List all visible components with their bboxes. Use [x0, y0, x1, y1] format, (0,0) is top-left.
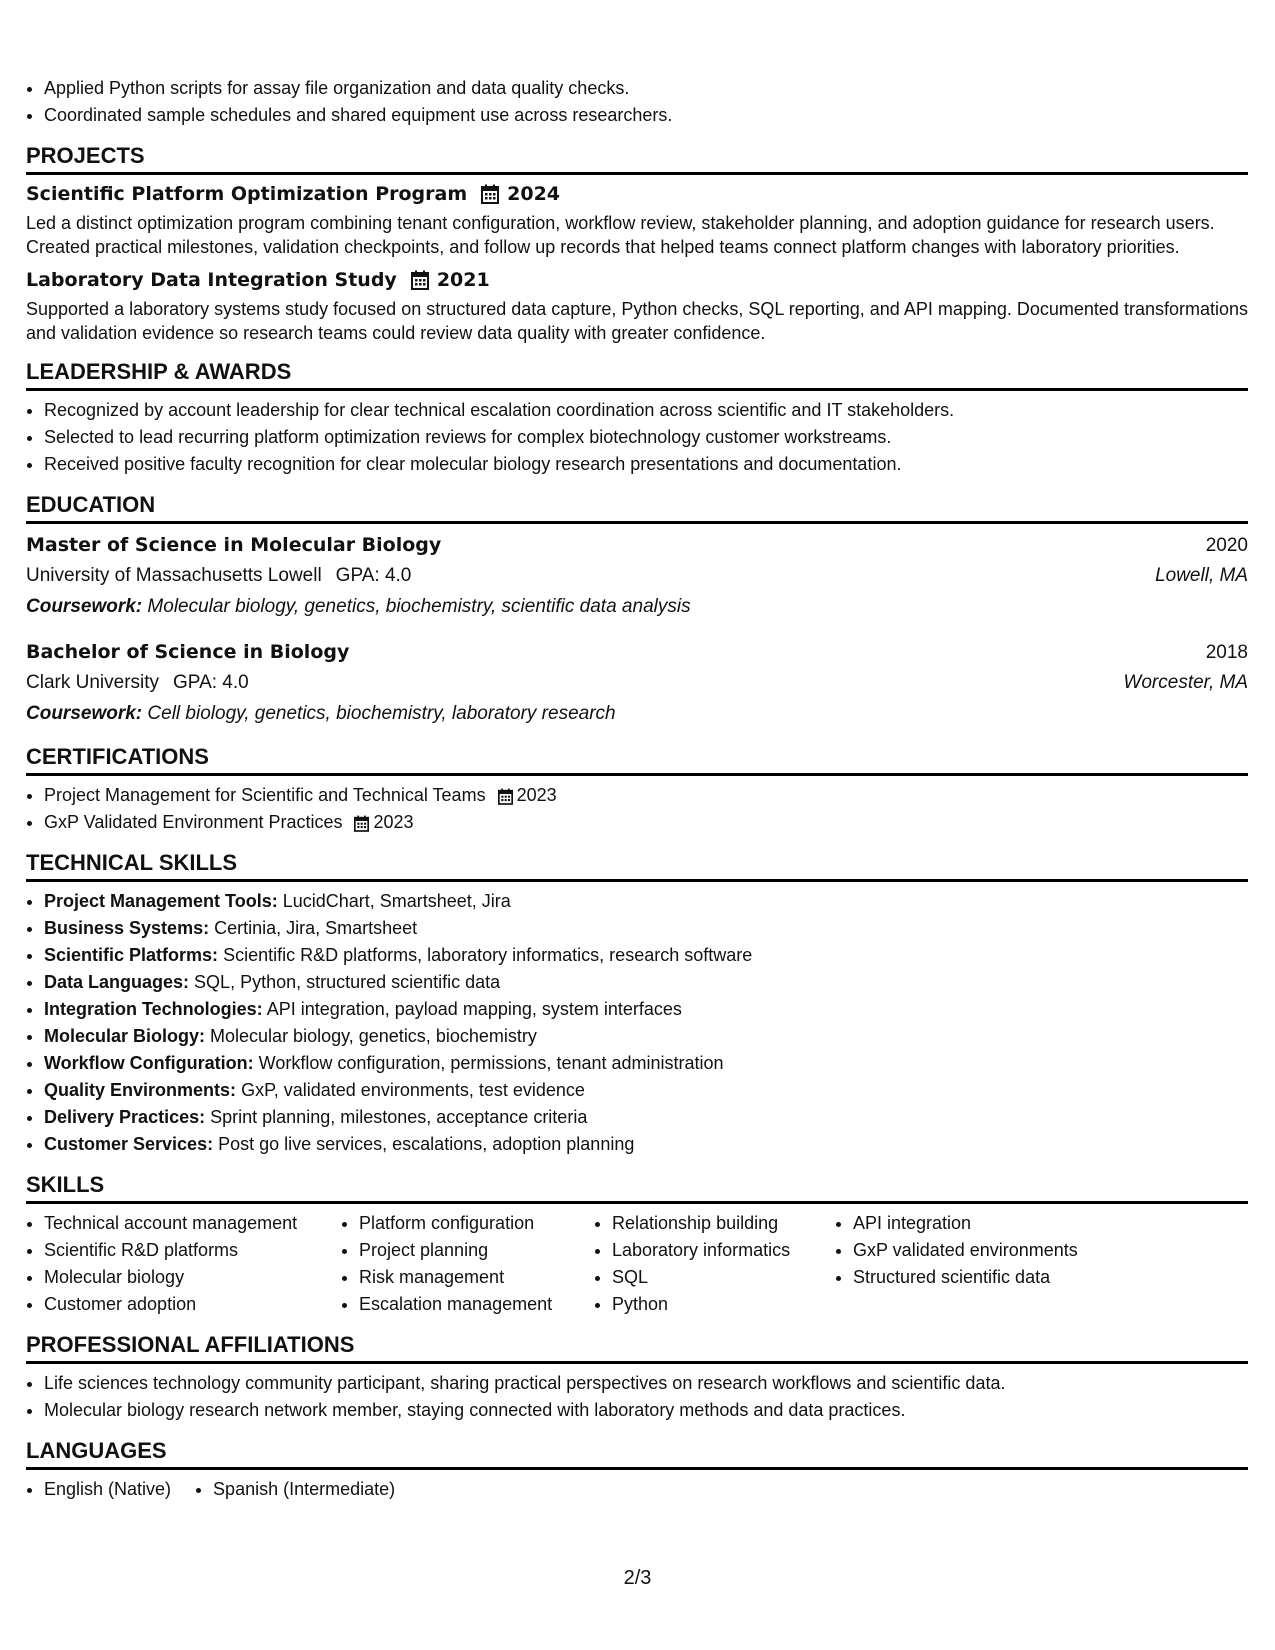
list-item: • Escalation management — [359, 1291, 594, 1318]
calendar-icon — [411, 270, 429, 290]
skills-column — [341, 1210, 594, 1318]
list-item: • Received positive faculty recognition for clear molecular biology research presentations and documentation. — [44, 451, 1248, 478]
coursework-text: Cell biology, genetics, biochemistry, laboratory research — [147, 703, 616, 724]
school-location: Worcester, MA — [1123, 672, 1248, 693]
list-item: • API integration — [853, 1210, 1153, 1237]
coursework-label: Coursework: — [26, 703, 143, 724]
skill-category: Quality Environments: — [44, 1080, 237, 1100]
list-item: • Spanish (Intermediate) — [213, 1476, 395, 1503]
skill-values: Certinia, Jira, Smartsheet — [214, 918, 418, 938]
certification-name: GxP Validated Environment Practices — [44, 812, 343, 832]
list-item: • Coordinated sample schedules and shared equipment use across researchers. — [44, 102, 1248, 129]
school-name: University of Massachusetts Lowell — [26, 565, 322, 586]
skill-values: API integration, payload mapping, system interfaces — [266, 999, 682, 1019]
skill-values: Molecular biology, genetics, biochemistry — [210, 1026, 537, 1046]
section-heading-certifications: CERTIFICATIONS — [26, 743, 1248, 776]
gpa: GPA: 4.0 — [173, 672, 249, 693]
list-item: • GxP validated environments — [853, 1237, 1153, 1264]
calendar-icon — [498, 788, 513, 805]
list-item — [44, 782, 1248, 809]
skill-values: GxP, validated environments, test evidence — [241, 1080, 585, 1100]
skill-category: Workflow Configuration: — [44, 1053, 254, 1073]
calendar-icon — [481, 184, 499, 204]
skill-values: Scientific R&D platforms, laboratory informatics, research software — [223, 945, 753, 965]
section-heading-languages: LANGUAGES — [26, 1437, 1248, 1470]
list-item: • Life sciences technology community participant, sharing practical perspectives on research workflows and scientific data. — [44, 1370, 1248, 1397]
calendar-icon — [354, 815, 369, 832]
list-item — [44, 1077, 1248, 1104]
coursework-label: Coursework: — [26, 596, 143, 617]
section-heading-education: EDUCATION — [26, 491, 1248, 524]
project-description: Supported a laboratory systems study focused on structured data capture, Python checks, SQL reporting, and API mapping. Documented transformations and validation evidence so research teams could review data quality with greater confidence. — [26, 299, 1248, 343]
certification-year: 2023 — [373, 812, 414, 832]
list-item: • Scientific R&D platforms — [44, 1237, 341, 1264]
project-entry — [26, 181, 1248, 259]
list-item — [44, 888, 1248, 915]
skill-values: Workflow configuration, permissions, tenant administration — [258, 1053, 724, 1073]
skill-values: SQL, Python, structured scientific data — [194, 972, 501, 992]
section-heading-skills: SKILLS — [26, 1171, 1248, 1204]
list-item: • Applied Python scripts for assay file organization and data quality checks. — [44, 75, 1248, 102]
section-heading-leadership: LEADERSHIP & AWARDS — [26, 358, 1248, 391]
education-entry — [26, 637, 1248, 730]
project-year: 2024 — [507, 183, 561, 205]
list-item — [44, 1050, 1248, 1077]
list-item: • Project planning — [359, 1237, 594, 1264]
skill-values: Post go live services, escalations, adoption planning — [218, 1134, 635, 1154]
languages-list — [26, 1476, 1248, 1503]
page-number: 2/3 — [623, 1567, 652, 1589]
degree-name: Master of Science in Molecular Biology — [26, 534, 442, 556]
coursework-text: Molecular biology, genetics, biochemistry, scientific data analysis — [147, 596, 691, 617]
skill-category: Business Systems: — [44, 918, 210, 938]
project-title: Scientific Platform Optimization Program — [26, 183, 468, 205]
certification-year: 2023 — [516, 785, 557, 805]
list-item: • Structured scientific data — [853, 1264, 1153, 1291]
skill-category: Integration Technologies: — [44, 999, 263, 1019]
list-item: • Customer adoption — [44, 1291, 341, 1318]
resume-page — [26, 75, 1248, 1503]
list-item: • English (Native) — [44, 1476, 171, 1503]
skills-columns — [26, 1210, 1248, 1318]
skill-category: Customer Services: — [44, 1134, 214, 1154]
project-description: Led a distinct optimization program combining tenant configuration, workflow review, stakeholder planning, and adoption guidance for research users. Created practical milestones, validation checkpoints, and follow up records that helped teams connect platform changes with laboratory priorities. — [26, 213, 1215, 257]
certification-name: Project Management for Scientific and Technical Teams — [44, 785, 486, 805]
section-heading-projects: PROJECTS — [26, 142, 1248, 175]
graduation-year: 2020 — [1205, 535, 1248, 556]
skills-column — [594, 1210, 835, 1318]
list-item — [44, 969, 1248, 996]
skill-category: Project Management Tools: — [44, 891, 278, 911]
skill-category: Data Languages: — [44, 972, 190, 992]
list-item: • Platform configuration — [359, 1210, 594, 1237]
project-entry — [26, 267, 1248, 345]
list-item: • Selected to lead recurring platform optimization reviews for complex biotechnology customer workstreams. — [44, 424, 1248, 451]
skill-category: Molecular Biology: — [44, 1026, 206, 1046]
certifications-list — [26, 782, 1248, 836]
degree-name: Bachelor of Science in Biology — [26, 641, 350, 663]
section-heading-technical-skills: TECHNICAL SKILLS — [26, 849, 1248, 882]
skill-category: Delivery Practices: — [44, 1107, 206, 1127]
experience-bullets — [26, 75, 1248, 129]
leadership-list — [26, 397, 1248, 478]
skill-values: LucidChart, Smartsheet, Jira — [282, 891, 511, 911]
skills-column — [835, 1210, 1153, 1318]
list-item — [44, 942, 1248, 969]
affiliations-list — [26, 1370, 1248, 1424]
graduation-year: 2018 — [1205, 642, 1248, 663]
list-item — [44, 915, 1248, 942]
skill-values: Sprint planning, milestones, acceptance criteria — [210, 1107, 588, 1127]
list-item: • Laboratory informatics — [612, 1237, 835, 1264]
project-title: Laboratory Data Integration Study — [26, 269, 397, 291]
skills-column — [26, 1210, 341, 1318]
list-item — [44, 1023, 1248, 1050]
list-item: • Recognized by account leadership for clear technical escalation coordination across scientific and IT stakeholders. — [44, 397, 1248, 424]
gpa: GPA: 4.0 — [335, 565, 412, 586]
section-heading-affiliations: PROFESSIONAL AFFILIATIONS — [26, 1331, 1248, 1364]
list-item: • Molecular biology — [44, 1264, 341, 1291]
list-item: • Python — [612, 1291, 835, 1318]
list-item: • Risk management — [359, 1264, 594, 1291]
list-item: • Technical account management — [44, 1210, 341, 1237]
list-item — [44, 996, 1248, 1023]
list-item: • SQL — [612, 1264, 835, 1291]
list-item — [44, 1104, 1248, 1131]
list-item: • Molecular biology research network member, staying connected with laboratory methods and data practices. — [44, 1397, 1248, 1424]
project-year: 2021 — [436, 269, 490, 291]
list-item: • Relationship building — [612, 1210, 835, 1237]
skill-category: Scientific Platforms: — [44, 945, 219, 965]
education-entry — [26, 530, 1248, 623]
school-location: Lowell, MA — [1155, 565, 1248, 586]
list-item — [44, 1131, 1248, 1158]
school-name: Clark University — [26, 672, 160, 693]
technical-skills-list — [26, 888, 1248, 1158]
list-item — [44, 809, 1248, 836]
